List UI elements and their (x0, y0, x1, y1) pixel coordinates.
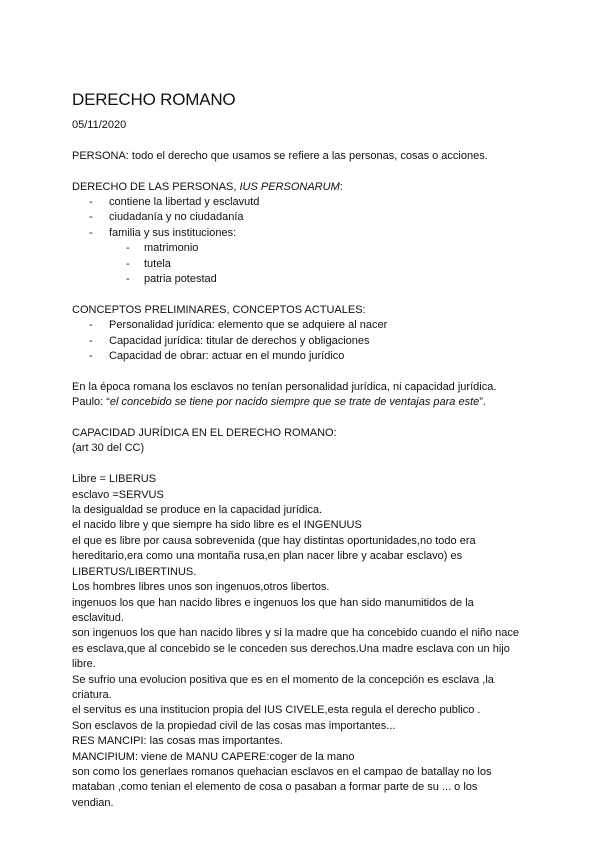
spacer (72, 133, 532, 148)
spacer (72, 164, 532, 179)
list-item-text: Capacidad jurídica: titular de derechos y obligaciones (109, 334, 370, 347)
list-item (72, 334, 532, 349)
body-line: Se sufrio una evolucion positiva que es en el momento de la concepción es esclava ,la (72, 673, 494, 686)
sub-list-item (72, 241, 532, 256)
dash-bullet-icon: - (126, 273, 130, 286)
body-line: mataban ,como tenian el elemento de cosa o pasaban a formar parte de su ... o los (72, 781, 478, 794)
body-line: LIBERTUS/LIBERTINUS. (72, 565, 197, 578)
document-date: 05/11/2020 (72, 119, 127, 131)
dash-bullet-icon: - (89, 319, 93, 332)
sub-list-item (72, 257, 532, 272)
spacer (72, 287, 532, 302)
list-item-text: matrimonio (144, 242, 199, 255)
dash-bullet-icon: - (89, 350, 93, 363)
conceptos-heading: CONCEPTOS PRELIMINARES, CONCEPTOS ACTUALES: (72, 303, 366, 316)
dash-bullet-icon: - (89, 211, 93, 224)
quote-prefix: Paulo: “ (72, 396, 110, 409)
list-item-text: patria potestad (144, 273, 217, 286)
body-line: libre. (72, 658, 96, 671)
spacer (72, 411, 532, 426)
dash-bullet-icon: - (126, 242, 130, 255)
sub-list-item (72, 272, 532, 287)
body-line: ingenuos los que han nacido libres e ingenuos los que han sido manumitidos de la (72, 596, 474, 609)
list-item-text: ciudadanía y no ciudadanía (109, 211, 244, 224)
body-line: esclavo =SERVUS (72, 488, 164, 501)
dash-bullet-icon: - (126, 257, 130, 270)
heading-end: : (339, 180, 343, 193)
body-line: Son esclavos de la propiedad civil de las cosas mas importantes... (72, 719, 396, 732)
body-line: son ingenuos los que han nacido libres y si la madre que ha concebido cuando el niño nace (72, 627, 520, 640)
list-item (72, 210, 532, 225)
dash-bullet-icon: - (89, 334, 93, 347)
quote-text: el concebido se tiene por nacido siempre que se trate de ventajas para este (109, 396, 480, 409)
list-item-text: familia y sus instituciones: (109, 226, 237, 239)
quote-suffix: ”. (479, 396, 486, 409)
list-item (72, 195, 532, 210)
body-line: hereditario,era como una montaña rusa,en plan nacer libre y acabar esclavo) es (72, 550, 463, 563)
spacer (72, 457, 532, 472)
body-line: el que es libre por causa sobrevenida (que hay distintas oportunidades,no todo era (72, 534, 476, 547)
epoca-paragraph: En la época romana los esclavos no tenían personalidad jurídica, ni capacidad jurídica. (72, 380, 497, 393)
body-line: vendian. (72, 796, 114, 809)
dash-bullet-icon: - (89, 196, 93, 208)
list-item-text: tutela (144, 257, 171, 270)
body-line: Libre = LIBERUS (72, 473, 157, 486)
document-page (72, 90, 532, 811)
body-line: el servitus es una institucion propia del IUS CIVELE,esta regula el derecho publico . (72, 704, 481, 717)
body-line: RES MANCIPI: las cosas mas importantes. (72, 735, 283, 748)
body-line: MANCIPIUM: viene de MANU CAPERE:coger de la mano (72, 750, 355, 763)
heading-italic: IUS PERSONARUM (239, 180, 340, 193)
body-line: esclavitud. (72, 611, 124, 624)
body-line: la desigualdad se produce en la capacidad jurídica. (72, 504, 323, 517)
body-line: Los hombres libres unos son ingenuos,otros libertos. (72, 581, 330, 594)
dash-bullet-icon: - (89, 226, 93, 239)
body-line: es esclava,que al concebido se le conceden sus derechos.Una madre esclava con un hijo (72, 642, 510, 655)
persona-definition: PERSONA: todo el derecho que usamos se refiere a las personas, cosas o acciones. (72, 149, 488, 162)
heading-text: DERECHO DE LAS PERSONAS, (72, 180, 240, 193)
body-line: son como los generlaes romanos quehacian esclavos en el campao de batallay no los (72, 765, 492, 778)
list-item-text: contiene la libertad y esclavutd (109, 196, 260, 208)
document-title: DERECHO ROMANO (72, 90, 236, 109)
capacidad-reference: (art 30 del CC) (72, 442, 145, 455)
body-text (72, 472, 532, 811)
list-item (72, 318, 532, 333)
list-item-text: Capacidad de obrar: actuar en el mundo jurídico (109, 350, 345, 363)
derecho-personas-heading (72, 180, 532, 195)
spacer (72, 364, 532, 379)
body-line: criatura. (72, 688, 112, 701)
capacidad-heading: CAPACIDAD JURÍDICA EN EL DERECHO ROMANO: (72, 427, 337, 440)
list-item (72, 226, 532, 241)
list-item-text: Personalidad jurídica: elemento que se adquiere al nacer (109, 319, 388, 332)
body-line: el nacido libre y que siempre ha sido libre es el INGENUUS (72, 519, 362, 532)
paulo-quote (72, 395, 532, 410)
list-item (72, 349, 532, 364)
